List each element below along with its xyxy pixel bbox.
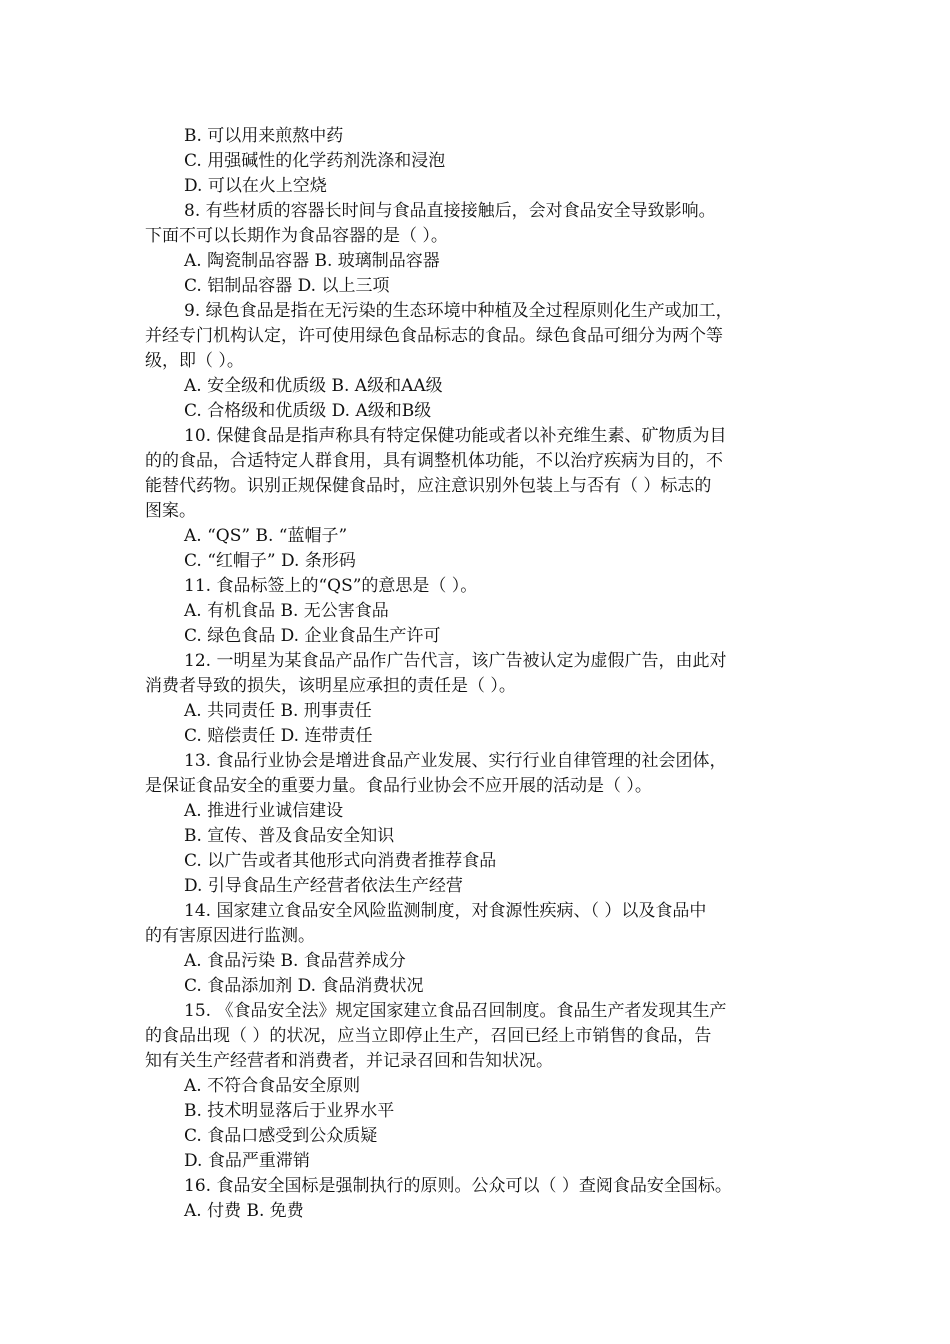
question-15-text: 知有关生产经营者和消费者，并记录召回和告知状况。 [145, 1051, 553, 1071]
option-line: D. 食品严重滞销 [184, 1151, 310, 1171]
question-9-text: 级，即（ ）。 [145, 351, 244, 371]
question-8-text: 8. 有些材质的容器长时间与食品直接接触后，会对食品安全导致影响。 [184, 201, 716, 221]
option-line: C. 以广告或者其他形式向消费者推荐食品 [184, 851, 497, 871]
option-line: B. 可以用来煎熬中药 [184, 126, 344, 146]
option-line: C. “红帽子” D. 条形码 [184, 551, 356, 571]
option-line: A. 有机食品 B. 无公害食品 [184, 601, 389, 621]
option-line: D. 可以在火上空烧 [184, 176, 327, 196]
question-15-text: 的食品出现（ ）的状况，应当立即停止生产，召回已经上市销售的食品，告 [145, 1026, 712, 1046]
option-line: C. 食品添加剂 D. 食品消费状况 [184, 976, 424, 996]
option-line: A. 付费 B. 免费 [184, 1201, 304, 1221]
question-13-text: 13. 食品行业协会是增进食品产业发展、实行行业自律管理的社会团体， [184, 751, 727, 771]
question-14-text: 的有害原因进行监测。 [145, 926, 315, 946]
option-line: B. 技术明显落后于业界水平 [184, 1101, 395, 1121]
option-line: C. 绿色食品 D. 企业食品生产许可 [184, 626, 441, 646]
option-line: C. 食品口感受到公众质疑 [184, 1126, 378, 1146]
question-8-text: 下面不可以长期作为食品容器的是（ ）。 [145, 226, 448, 246]
option-line: C. 合格级和优质级 D. A级和B级 [184, 401, 432, 421]
question-10-text: 10. 保健食品是指声称具有特定保健功能或者以补充维生素、矿物质为目 [184, 426, 727, 446]
question-10-text: 能替代药物。识别正规保健食品时，应注意识别外包装上与否有（ ）标志的 [145, 476, 712, 496]
option-line: B. 宣传、普及食品安全知识 [184, 826, 395, 846]
option-line: A. 陶瓷制品容器 B. 玻璃制品容器 [184, 251, 440, 271]
question-12-text: 12. 一明星为某食品产品作广告代言，该广告被认定为虚假广告，由此对 [184, 651, 727, 671]
option-line: A. 共同责任 B. 刑事责任 [184, 701, 372, 721]
question-14-text: 14. 国家建立食品安全风险监测制度，对食源性疾病、（ ）以及食品中 [184, 901, 707, 921]
option-line: C. 用强碱性的化学药剂洗涤和浸泡 [184, 151, 446, 171]
option-line: A. 食品污染 B. 食品营养成分 [184, 951, 406, 971]
question-16-text: 16. 食品安全国标是强制执行的原则。公众可以（ ）查阅食品安全国标。 [184, 1176, 732, 1196]
option-line: A. 安全级和优质级 B. A级和AA级 [184, 376, 443, 396]
option-line: D. 引导食品生产经营者依法生产经营 [184, 876, 463, 896]
question-9-text: 并经专门机构认定，许可使用绿色食品标志的食品。绿色食品可细分为两个等 [145, 326, 723, 346]
question-12-text: 消费者导致的损失，该明星应承担的责任是（ ）。 [145, 676, 516, 696]
question-13-text: 是保证食品安全的重要力量。食品行业协会不应开展的活动是（ ）。 [145, 776, 652, 796]
option-line: C. 铝制品容器 D. 以上三项 [184, 276, 390, 296]
question-9-text: 9. 绿色食品是指在无污染的生态环境中种植及全过程原则化生产或加工， [184, 301, 733, 321]
question-10-text: 的的食品，合适特定人群食用，具有调整机体功能，不以治疗疾病为目的，不 [145, 451, 723, 471]
option-line: A. “QS” B. “蓝帽子” [184, 526, 348, 546]
question-10-text: 图案。 [145, 501, 196, 521]
question-15-text: 15. 《食品安全法》规定国家建立食品召回制度。食品生产者发现其生产 [184, 1001, 727, 1021]
question-11-text: 11. 食品标签上的“QS”的意思是（ ）。 [184, 576, 478, 596]
option-line: C. 赔偿责任 D. 连带责任 [184, 726, 373, 746]
option-line: A. 不符合食品安全原则 [184, 1076, 361, 1096]
option-line: A. 推进行业诚信建设 [184, 801, 344, 821]
